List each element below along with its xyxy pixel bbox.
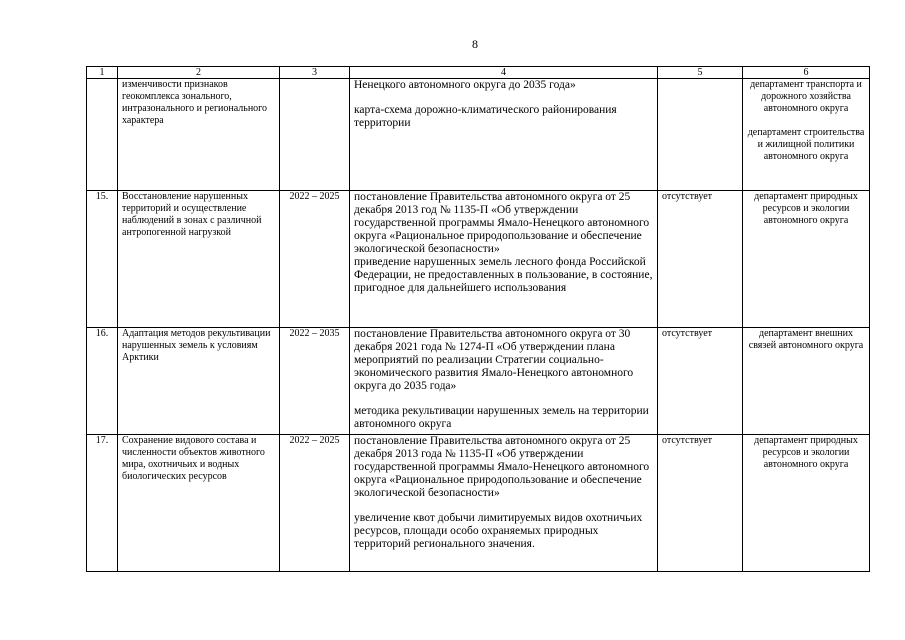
responsible-cell (743, 328, 870, 435)
responsible-cell (743, 79, 870, 191)
measure-title: изменчивости признаков геокомплекса зонального, интразонального и регионального характера (118, 79, 280, 191)
table-row (87, 328, 870, 435)
table-row (87, 191, 870, 328)
financing (658, 79, 743, 191)
responsible-cell (743, 435, 870, 572)
row-number (87, 79, 118, 191)
header-row (87, 67, 870, 79)
document-cell (350, 79, 658, 191)
row-number: 17. (87, 435, 118, 572)
result-text: увеличение квот добычи лимитируемых видов охотничьих ресурсов, площади особо охраняемых природных территорий регионального значения. (354, 512, 643, 550)
measures-table (86, 66, 870, 572)
document-text: Ненецкого автономного округа до 2035 года» (354, 79, 576, 91)
result-text: методика рекультивации нарушенных земель на территории автономного округа (354, 405, 649, 430)
responsible-text: департамент строительства и жилищной политики автономного округа (747, 127, 865, 162)
page-number: 8 (472, 37, 478, 51)
responsible-text: департамент природных ресурсов и экологии автономного округа (754, 191, 858, 226)
responsible-text: департамент природных ресурсов и экологии автономного округа (754, 435, 858, 470)
header-cell: 5 (658, 67, 743, 79)
period (280, 79, 350, 191)
financing: отсутствует (658, 435, 743, 572)
period: 2022 – 2025 (280, 191, 350, 328)
row-number: 16. (87, 328, 118, 435)
document-cell (350, 191, 658, 328)
result-text: карта-схема дорожно-климатического районирования территории (354, 104, 617, 129)
result-text: приведение нарушенных земель лесного фонда Российской Федерации, не предоставленных в пользование, в состояние, пригодное для дальнейшего использования (354, 256, 653, 294)
header-cell: 4 (350, 67, 658, 79)
document-cell (350, 435, 658, 572)
measure-title: Восстановление нарушенных территорий и осуществление наблюдений в зонах с различной антропогенной нагрузкой (118, 191, 280, 328)
measure-title: Адаптация методов рекультивации нарушенных земель к условиям Арктики (118, 328, 280, 435)
document-text: постановление Правительства автономного округа от 25 декабря 2013 год № 1135-П «Об утверждении государственной программы Ямало-Ненецкого автономного округа «Рациональное природопользование и обеспечение экологической безопасности» (354, 191, 650, 255)
financing: отсутствует (658, 191, 743, 328)
header-cell: 2 (118, 67, 280, 79)
period: 2022 – 2035 (280, 328, 350, 435)
row-number: 15. (87, 191, 118, 328)
responsible-cell (743, 191, 870, 328)
header-cell: 3 (280, 67, 350, 79)
document-text: постановление Правительства автономного округа от 25 декабря 2013 года № 1135-П «Об утверждении государственной программы Ямало-Ненецкого автономного округа «Рациональное природопользование и обеспечение экологической безопасности» (354, 435, 650, 499)
document-text: постановление Правительства автономного округа от 30 декабря 2021 года № 1274-П «Об утверждении плана мероприятий по реализации Стратегии социально-экономического развития Ямало-Ненецкого автономного округа до 2035 года» (354, 328, 634, 392)
header-cell: 6 (743, 67, 870, 79)
table-row (87, 79, 870, 191)
header-cell: 1 (87, 67, 118, 79)
period: 2022 – 2025 (280, 435, 350, 572)
measure-title: Сохранение видового состава и численности объектов животного мира, охотничьих и водных биологических ресурсов (118, 435, 280, 572)
responsible-text: департамент транспорта и дорожного хозяйства автономного округа (750, 79, 862, 114)
document-cell (350, 328, 658, 435)
financing: отсутствует (658, 328, 743, 435)
responsible-text: департамент внешних связей автономного округа (748, 328, 864, 351)
table-row (87, 435, 870, 572)
